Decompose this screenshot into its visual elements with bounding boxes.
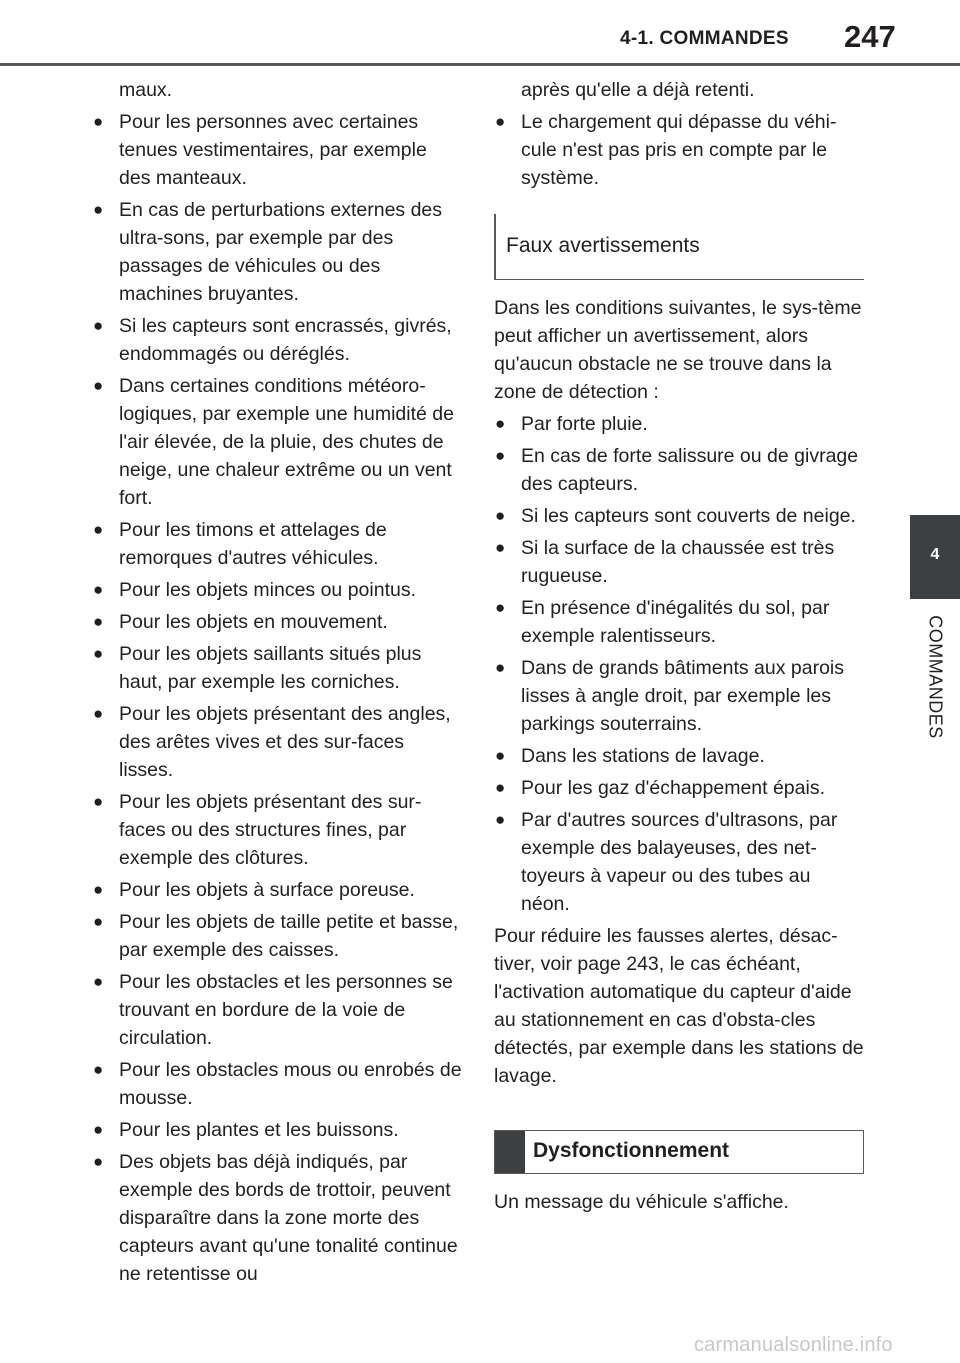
left-column xyxy=(92,76,462,1292)
bullet-text: Le chargement qui dépasse du véhi-cule n'est pas pris en compte par le système. xyxy=(521,111,837,189)
heading-block-marker xyxy=(495,1131,525,1173)
section-title: Faux avertissements xyxy=(506,234,700,257)
bullet-item xyxy=(92,312,462,368)
bullet-icon: ● xyxy=(93,316,104,335)
right-top-bullet-list xyxy=(494,108,864,192)
header-rule xyxy=(0,63,960,66)
bullet-icon: ● xyxy=(495,810,506,829)
left-bullet-list xyxy=(92,108,462,1288)
bullet-icon: ● xyxy=(495,414,506,433)
bullet-item xyxy=(92,516,462,572)
chapter-label: COMMANDES xyxy=(925,615,946,739)
bullet-item xyxy=(92,640,462,696)
bullet-text: Pour les gaz d'échappement épais. xyxy=(521,777,826,799)
bullet-text: Pour les plantes et les buissons. xyxy=(119,1119,399,1141)
page-number: 247 xyxy=(844,19,896,54)
bullet-icon: ● xyxy=(93,520,104,539)
bullet-text: Pour les objets minces ou pointus. xyxy=(119,579,416,601)
bullet-text: Dans de grands bâtiments aux parois lisses à angle droit, par exemple les parkings souterrains. xyxy=(521,657,845,735)
bullet-icon: ● xyxy=(93,912,104,931)
bullet-item xyxy=(494,594,864,650)
section-heading-faux-avertissements xyxy=(494,214,864,280)
running-head: 4-1. COMMANDES xyxy=(620,28,789,49)
bullet-text: Pour les objets en mouvement. xyxy=(119,611,388,633)
bullet-icon: ● xyxy=(93,1060,104,1079)
bullet-item xyxy=(494,108,864,192)
bullet-item xyxy=(92,1116,462,1144)
bullet-text: En cas de forte salissure ou de givrage des capteurs. xyxy=(521,445,859,495)
dysfonctionnement-text: Un message du véhicule s'affiche. xyxy=(494,1191,789,1213)
bullet-icon: ● xyxy=(93,112,104,131)
bullet-text: Pour les objets de taille petite et basse, par exemple des caisses. xyxy=(119,911,459,961)
right-column xyxy=(494,76,864,1220)
bullet-icon: ● xyxy=(93,1120,104,1139)
bullet-icon: ● xyxy=(495,746,506,765)
bullet-text: En présence d'inégalités du sol, par exemple ralentisseurs. xyxy=(521,597,830,647)
bullet-text: Pour les objets présentant des sur-faces ou des structures fines, par exemple des clôtures. xyxy=(119,791,422,869)
bullet-icon: ● xyxy=(93,200,104,219)
continuation-text: maux. xyxy=(119,79,173,101)
bullet-item xyxy=(92,108,462,192)
chapter-tab xyxy=(910,515,960,599)
bullet-item xyxy=(92,608,462,636)
bullet-item xyxy=(494,654,864,738)
bullet-icon: ● xyxy=(93,612,104,631)
faux-bullet-list xyxy=(494,410,864,918)
bullet-item xyxy=(494,742,864,770)
bullet-icon: ● xyxy=(495,538,506,557)
section-title: Dysfonctionnement xyxy=(533,1139,730,1162)
bullet-icon: ● xyxy=(93,1152,104,1171)
bullet-icon: ● xyxy=(93,580,104,599)
bullet-icon: ● xyxy=(93,644,104,663)
bullet-icon: ● xyxy=(93,704,104,723)
bullet-icon: ● xyxy=(495,446,506,465)
bullet-item xyxy=(92,1148,462,1288)
bullet-icon: ● xyxy=(495,598,506,617)
bullet-icon: ● xyxy=(495,112,506,131)
bullet-item xyxy=(92,700,462,784)
bullet-icon: ● xyxy=(93,972,104,991)
bullet-item xyxy=(92,876,462,904)
bullet-text: Pour les objets saillants situés plus haut, par exemple les corniches. xyxy=(119,643,422,693)
bullet-text: Pour les timons et attelages de remorques d'autres véhicules. xyxy=(119,519,387,569)
bullet-text: Des objets bas déjà indiqués, par exemple des bords de trottoir, peuvent disparaître dans la zone morte des capteurs avant qu'une tonalité continue ne retentisse ou xyxy=(119,1151,458,1285)
bullet-item xyxy=(494,410,864,438)
bullet-text: Pour les obstacles mous ou enrobés de mousse. xyxy=(119,1059,462,1109)
bullet-item xyxy=(92,908,462,964)
bullet-icon: ● xyxy=(495,658,506,677)
bullet-icon: ● xyxy=(495,778,506,797)
bullet-text: Pour les obstacles et les personnes se trouvant en bordure de la voie de circulation. xyxy=(119,971,453,1049)
bullet-item xyxy=(92,788,462,872)
bullet-icon: ● xyxy=(93,880,104,899)
bullet-text: Par d'autres sources d'ultrasons, par exemple des balayeuses, des net-toyeurs à vapeur ou des tubes au néon. xyxy=(521,809,838,915)
chapter-number: 4 xyxy=(930,546,940,563)
bullet-item xyxy=(494,502,864,530)
bullet-text: Si les capteurs sont couverts de neige. xyxy=(521,505,856,527)
bullet-icon: ● xyxy=(495,506,506,525)
section-intro: Dans les conditions suivantes, le sys-tème peut afficher un avertissement, alors qu'aucun obstacle ne se trouve dans la zone de détection : xyxy=(494,297,862,403)
bullet-text: Pour les objets à surface poreuse. xyxy=(119,879,415,901)
bullet-item xyxy=(494,534,864,590)
bullet-text: En cas de perturbations externes des ultra-sons, par exemple par des passages de véhicules ou des machines bruyantes. xyxy=(119,199,443,305)
bullet-text: Si les capteurs sont encrassés, givrés, endommagés ou déréglés. xyxy=(119,315,452,365)
bullet-item xyxy=(92,968,462,1052)
section-heading-dysfonctionnement xyxy=(494,1130,864,1174)
bullet-icon: ● xyxy=(93,792,104,811)
bullet-item xyxy=(92,372,462,512)
bullet-text: Dans les stations de lavage. xyxy=(521,745,765,767)
bullet-text: Pour les objets présentant des angles, des arêtes vives et des sur-faces lisses. xyxy=(119,703,451,781)
bullet-text: Dans certaines conditions météoro-logiques, par exemple une humidité de l'air élevée, de la pluie, des chutes de neige, une chaleur extrême ou un vent fort. xyxy=(119,375,454,509)
continuation-text: après qu'elle a déjà retenti. xyxy=(521,79,755,101)
bullet-item xyxy=(494,442,864,498)
bullet-text: Pour les personnes avec certaines tenues vestimentaires, par exemple des manteaux. xyxy=(119,111,427,189)
bullet-text: Par forte pluie. xyxy=(521,413,648,435)
watermark: carmanualsonline.info xyxy=(694,1334,893,1356)
bullet-item xyxy=(494,774,864,802)
section-closing: Pour réduire les fausses alertes, désac-tiver, voir page 243, le cas échéant, l'activation automatique du capteur d'aide au stationnement en cas d'obsta-cles détectés, par exemple dans les stations de lavage. xyxy=(494,925,864,1087)
bullet-item xyxy=(92,196,462,308)
bullet-item xyxy=(494,806,864,918)
bullet-text: Si la surface de la chaussée est très rugueuse. xyxy=(521,537,835,587)
bullet-icon: ● xyxy=(93,376,104,395)
bullet-item xyxy=(92,1056,462,1112)
bullet-item xyxy=(92,576,462,604)
